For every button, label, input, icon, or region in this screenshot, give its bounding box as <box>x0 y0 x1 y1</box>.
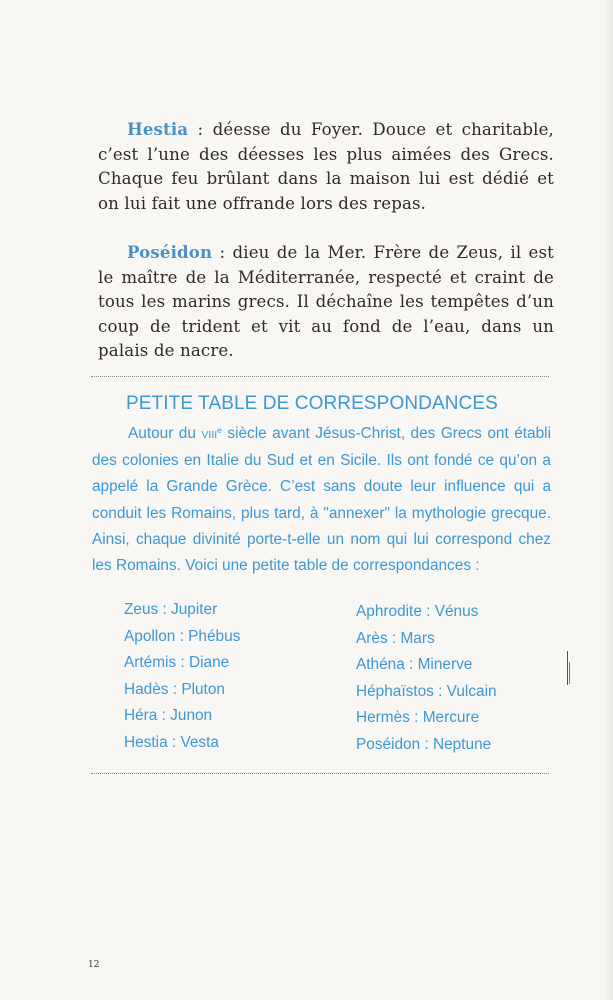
entry-poseidon <box>98 240 554 364</box>
entry-term: Poséidon <box>127 242 213 262</box>
entry-term: Hestia <box>127 119 189 139</box>
dotted-divider-bottom <box>91 773 549 774</box>
correspondence-list-left <box>124 597 240 756</box>
list-item: Héphaïstos : Vulcain <box>356 682 497 700</box>
entry-text: : dieu de la Mer. Frère de Zeus, il est le maître de la Méditerranée, respecté et craint de tous les marins grecs. Il déchaîne les tempêtes d’un coup de trident et vit au fond de l’eau, dans un palais de nacre. <box>98 243 554 360</box>
list-item: Apollon : Phébus <box>124 627 241 645</box>
entry-paragraph <box>98 117 554 216</box>
dotted-divider-top <box>91 376 549 377</box>
intro-after: siècle avant Jésus-Christ, des Grecs ont établi des colonies en Italie du Sud et en Sicile. Ils ont fondé ce qu’on a appelé la Grande Grèce. C’est sans doute leur influence qui a conduit les Romains, plus tard, à "annexer" la mythologie grecque. Ainsi, chaque divinité porte-t-elle un nom qui lui correspond chez les Romains. Voici une petite table de correspondances : <box>92 425 551 575</box>
list-item: Hestia : Vesta <box>124 733 219 751</box>
list-item: Hadès : Pluton <box>124 680 225 698</box>
list-item: Zeus : Jupiter <box>124 601 218 618</box>
century-numeral: VIII <box>201 429 218 441</box>
entry-paragraph <box>98 240 554 364</box>
scan-mark <box>569 662 570 684</box>
scan-mark <box>567 651 568 685</box>
list-item: Poséidon : Neptune <box>356 735 492 753</box>
box-intro-paragraph <box>92 421 551 579</box>
list-item: Aphrodite : Vénus <box>356 603 479 620</box>
list-item: Héra : Junon <box>124 707 213 724</box>
intro-before: Autour du <box>128 425 202 442</box>
list-item: Arès : Mars <box>356 629 435 647</box>
list-item: Hermès : Mercure <box>356 709 480 726</box>
box-title: PETITE TABLE DE CORRESPONDANCES <box>126 393 498 414</box>
page-number: 12 <box>88 960 100 970</box>
page-gutter-shadow <box>603 0 613 1000</box>
list-item: Artémis : Diane <box>124 654 230 671</box>
century-superscript: e <box>217 425 222 435</box>
correspondence-list-right <box>356 599 497 758</box>
entry-hestia <box>98 117 554 216</box>
list-item: Athéna : Minerve <box>356 656 473 673</box>
entry-text: : déesse du Foyer. Douce et charitable, c’est l’une des déesses les plus aimées des Grecs. Chaque feu brûlant dans la maison lui est dédié et on lui fait une offrande lors des repas. <box>98 120 554 213</box>
